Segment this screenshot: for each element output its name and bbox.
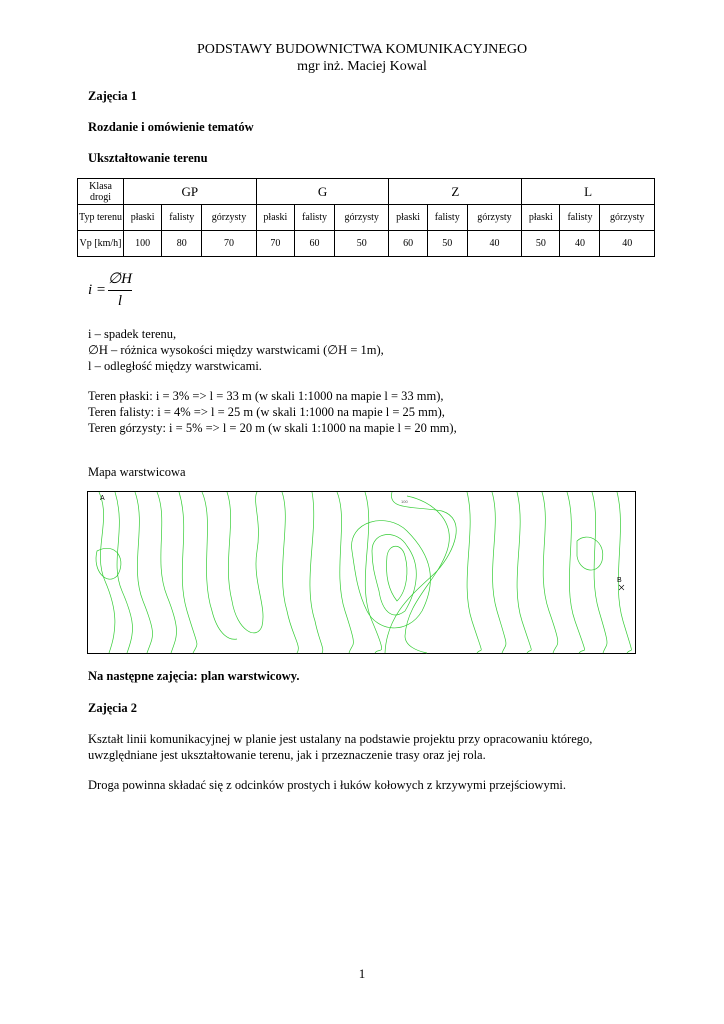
- terrain-cell: falisty: [427, 205, 467, 231]
- table-row: [78, 179, 655, 205]
- speed-cell: 70: [202, 231, 257, 257]
- definition-line: ∅H – różnica wysokości między warstwicami (∅H = 1m),: [88, 343, 384, 357]
- terrain-cell: górzysty: [467, 205, 522, 231]
- slope-formula: [88, 269, 148, 314]
- speed-cell: 100: [124, 231, 162, 257]
- terrain-line: Teren płaski: i = 3% => l = 33 m (w skali 1:1000 na mapie l = 33 mm),: [88, 389, 444, 403]
- terrain-cell: płaski: [256, 205, 294, 231]
- map-point-a: A: [100, 495, 105, 502]
- speed-cell: 50: [522, 231, 560, 257]
- map-point-b: B: [617, 577, 622, 584]
- table-row: [78, 231, 655, 257]
- formula-lhs: i =: [88, 282, 107, 298]
- speed-table: [77, 178, 655, 257]
- page-number: 1: [358, 966, 366, 981]
- speed-cell: 60: [389, 231, 427, 257]
- speed-cell: 50: [334, 231, 389, 257]
- terrain-cell: płaski: [124, 205, 162, 231]
- terrain-cell: płaski: [389, 205, 427, 231]
- speed-cell: 40: [467, 231, 522, 257]
- terrain-cell: górzysty: [202, 205, 257, 231]
- speed-cell: 70: [256, 231, 294, 257]
- speed-cell: 40: [600, 231, 655, 257]
- contour-map: [87, 491, 636, 654]
- row-label: Typ terenu: [78, 205, 124, 231]
- next-class-note: Na następne zajęcia: plan warstwicowy.: [88, 669, 300, 683]
- formula-numerator: ∅H: [108, 271, 132, 287]
- definition-line: l – odległość między warstwicami.: [88, 359, 262, 373]
- speed-cell: 40: [560, 231, 600, 257]
- speed-cell: 80: [162, 231, 202, 257]
- section-heading-1: Zajęcia 1: [88, 89, 137, 103]
- class-cell: L: [522, 179, 655, 205]
- class-cell: GP: [124, 179, 257, 205]
- section-heading-2: Zajęcia 2: [88, 701, 137, 715]
- terrain-cell: płaski: [522, 205, 560, 231]
- table-row: [78, 205, 655, 231]
- document-title: PODSTAWY BUDOWNICTWA KOMUNIKACYJNEGO: [196, 42, 528, 57]
- formula-denominator: l: [117, 293, 123, 309]
- terrain-line: Teren górzysty: i = 5% => l = 20 m (w skali 1:1000 na mapie l = 20 mm),: [88, 421, 457, 435]
- class-cell: G: [256, 179, 389, 205]
- terrain-cell: falisty: [295, 205, 335, 231]
- paragraph-line: uwzględniane jest ukształtowanie terenu, jak i przeznaczenie trasy oraz jej rola.: [88, 748, 486, 762]
- speed-cell: 50: [427, 231, 467, 257]
- terrain-heading: Ukształtowanie terenu: [88, 151, 208, 165]
- terrain-cell: falisty: [162, 205, 202, 231]
- fraction-bar: [108, 290, 132, 291]
- author: mgr inż. Maciej Kowal: [297, 59, 427, 74]
- map-caption: Mapa warstwicowa: [88, 465, 186, 479]
- speed-cell: 60: [295, 231, 335, 257]
- paragraph-line: Kształt linii komunikacyjnej w planie jest ustalany na podstawie projektu przy opracowaniu którego,: [88, 732, 593, 746]
- definition-line: i – spadek terenu,: [88, 327, 177, 341]
- map-frame: [88, 492, 636, 654]
- row-label: Klasa drogi: [78, 179, 124, 205]
- terrain-cell: górzysty: [334, 205, 389, 231]
- terrain-line: Teren falisty: i = 4% => l = 25 m (w skali 1:1000 na mapie l = 25 mm),: [88, 405, 445, 419]
- contour-label: 100: [401, 499, 408, 504]
- terrain-cell: górzysty: [600, 205, 655, 231]
- section-subheading: Rozdanie i omówienie tematów: [88, 120, 254, 134]
- paragraph: Droga powinna składać się z odcinków prostych i łuków kołowych z krzywymi przejściowymi.: [88, 778, 567, 792]
- row-label: Vp [km/h]: [78, 231, 124, 257]
- class-cell: Z: [389, 179, 522, 205]
- terrain-cell: falisty: [560, 205, 600, 231]
